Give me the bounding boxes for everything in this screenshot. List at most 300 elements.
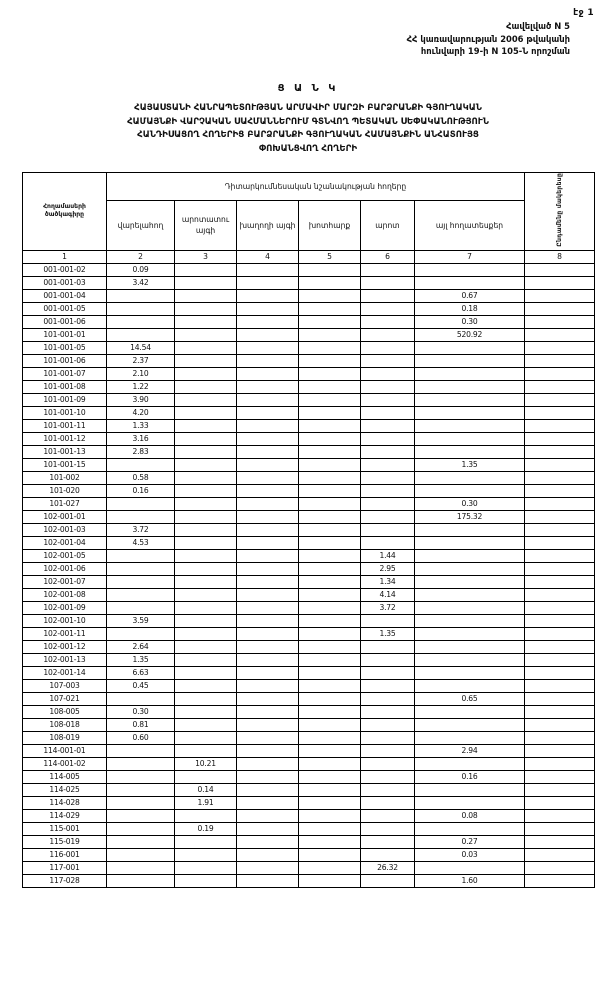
cell-pasture xyxy=(361,848,415,861)
cell-orchard xyxy=(175,848,237,861)
cell-code: 116-001 xyxy=(23,848,107,861)
cell-arable: 3.90 xyxy=(107,393,175,406)
cell-code: 101-001-08 xyxy=(23,380,107,393)
header-cell-total-label: Ընդամենը մակերեսը xyxy=(556,173,564,247)
cell-orchard xyxy=(175,484,237,497)
cell-pasture xyxy=(361,809,415,822)
cell-total xyxy=(525,874,595,887)
cell-hayfield xyxy=(299,614,361,627)
cell-orchard xyxy=(175,692,237,705)
table-row xyxy=(23,783,595,796)
header-num-6: 6 xyxy=(361,250,415,263)
table-row xyxy=(23,861,595,874)
cell-hayfield xyxy=(299,705,361,718)
cell-hayfield xyxy=(299,484,361,497)
cell-total xyxy=(525,614,595,627)
cell-hayfield xyxy=(299,445,361,458)
cell-arable xyxy=(107,757,175,770)
header-num-2: 2 xyxy=(107,250,175,263)
cell-code: 101-001-09 xyxy=(23,393,107,406)
cell-code: 001-001-04 xyxy=(23,289,107,302)
cell-other xyxy=(415,523,525,536)
cell-arable: 3.16 xyxy=(107,432,175,445)
cell-code: 101-001-13 xyxy=(23,445,107,458)
cell-vineyard xyxy=(237,380,299,393)
table-row xyxy=(23,445,595,458)
cell-vineyard xyxy=(237,315,299,328)
cell-total xyxy=(525,341,595,354)
cell-other xyxy=(415,432,525,445)
cell-pasture xyxy=(361,471,415,484)
cell-total xyxy=(525,848,595,861)
table-header-numbering-row xyxy=(23,250,595,263)
cell-arable xyxy=(107,289,175,302)
cell-pasture xyxy=(361,783,415,796)
cell-vineyard xyxy=(237,822,299,835)
cell-hayfield xyxy=(299,861,361,874)
cell-code: 114-001-02 xyxy=(23,757,107,770)
cell-other: 175.32 xyxy=(415,510,525,523)
cell-total xyxy=(525,523,595,536)
cell-other xyxy=(415,393,525,406)
cell-other: 0.08 xyxy=(415,809,525,822)
cell-other xyxy=(415,536,525,549)
cell-code: 102-001-11 xyxy=(23,627,107,640)
document-title xyxy=(22,82,594,157)
cell-code: 114-005 xyxy=(23,770,107,783)
cell-hayfield xyxy=(299,692,361,705)
cell-total xyxy=(525,419,595,432)
cell-other xyxy=(415,640,525,653)
cell-total xyxy=(525,393,595,406)
cell-vineyard xyxy=(237,718,299,731)
header-num-3: 3 xyxy=(175,250,237,263)
cell-vineyard xyxy=(237,523,299,536)
cell-code: 117-028 xyxy=(23,874,107,887)
cell-hayfield xyxy=(299,809,361,822)
cell-vineyard xyxy=(237,289,299,302)
cell-arable xyxy=(107,315,175,328)
cell-other xyxy=(415,276,525,289)
cell-orchard xyxy=(175,341,237,354)
cell-orchard xyxy=(175,263,237,276)
cell-total xyxy=(525,315,595,328)
cell-hayfield xyxy=(299,588,361,601)
cell-vineyard xyxy=(237,783,299,796)
cell-code: 102-001-03 xyxy=(23,523,107,536)
cell-total xyxy=(525,562,595,575)
header-line-3: հունվարի 19-ի N 105-Ն որոշման xyxy=(420,46,570,56)
cell-pasture: 3.72 xyxy=(361,601,415,614)
cell-vineyard xyxy=(237,874,299,887)
cell-orchard xyxy=(175,614,237,627)
cell-code: 115-001 xyxy=(23,822,107,835)
cell-pasture: 1.35 xyxy=(361,627,415,640)
cell-pasture xyxy=(361,445,415,458)
cell-code: 101-001-11 xyxy=(23,419,107,432)
cell-hayfield xyxy=(299,341,361,354)
cell-total xyxy=(525,380,595,393)
cell-code: 114-029 xyxy=(23,809,107,822)
cell-total xyxy=(525,601,595,614)
cell-orchard xyxy=(175,861,237,874)
cell-arable: 0.81 xyxy=(107,718,175,731)
cell-vineyard xyxy=(237,354,299,367)
cell-total xyxy=(525,679,595,692)
cell-arable xyxy=(107,744,175,757)
title-line-3: ՀԱՆԴԻՍԱՑՈՂ ՀՈՂԵՐԻՑ ԲԱՐՁՐԱՆՔԻ ԳՅՈՒՂԱԿԱՆ ՀԱՄԱՅՆՔԻՆ ԱՆՀԱՏՈՒՅՑ xyxy=(137,130,479,140)
table-row xyxy=(23,484,595,497)
cell-orchard xyxy=(175,627,237,640)
cell-orchard: 0.14 xyxy=(175,783,237,796)
cell-arable xyxy=(107,588,175,601)
cell-arable xyxy=(107,874,175,887)
cell-vineyard xyxy=(237,640,299,653)
cell-total xyxy=(525,549,595,562)
cell-arable: 0.30 xyxy=(107,705,175,718)
cell-arable xyxy=(107,783,175,796)
cell-total xyxy=(525,432,595,445)
cell-vineyard xyxy=(237,393,299,406)
table-row xyxy=(23,458,595,471)
cell-vineyard xyxy=(237,731,299,744)
cell-vineyard xyxy=(237,419,299,432)
cell-hayfield xyxy=(299,874,361,887)
cell-hayfield xyxy=(299,419,361,432)
table-row xyxy=(23,523,595,536)
cell-vineyard xyxy=(237,588,299,601)
cell-orchard: 0.19 xyxy=(175,822,237,835)
cell-arable xyxy=(107,575,175,588)
cell-orchard xyxy=(175,393,237,406)
cell-hayfield xyxy=(299,380,361,393)
cell-vineyard xyxy=(237,770,299,783)
cell-orchard xyxy=(175,653,237,666)
cell-pasture xyxy=(361,653,415,666)
cell-code: 102-001-14 xyxy=(23,666,107,679)
cell-other xyxy=(415,757,525,770)
cell-vineyard xyxy=(237,328,299,341)
land-parcels-table xyxy=(22,172,595,888)
cell-pasture xyxy=(361,458,415,471)
header-cell-code xyxy=(23,173,107,251)
cell-hayfield xyxy=(299,276,361,289)
cell-other: 2.94 xyxy=(415,744,525,757)
cell-arable xyxy=(107,770,175,783)
cell-arable: 0.16 xyxy=(107,484,175,497)
cell-vineyard xyxy=(237,302,299,315)
cell-code: 101-027 xyxy=(23,497,107,510)
header-num-7: 7 xyxy=(415,250,525,263)
cell-orchard xyxy=(175,328,237,341)
cell-orchard xyxy=(175,835,237,848)
cell-vineyard xyxy=(237,757,299,770)
cell-code: 102-001-09 xyxy=(23,601,107,614)
table-row xyxy=(23,497,595,510)
cell-pasture: 26.32 xyxy=(361,861,415,874)
cell-arable xyxy=(107,627,175,640)
cell-hayfield xyxy=(299,718,361,731)
cell-vineyard xyxy=(237,536,299,549)
cell-arable: 2.37 xyxy=(107,354,175,367)
cell-orchard xyxy=(175,562,237,575)
table-row xyxy=(23,588,595,601)
cell-vineyard xyxy=(237,367,299,380)
cell-total xyxy=(525,809,595,822)
cell-arable: 3.59 xyxy=(107,614,175,627)
cell-total xyxy=(525,757,595,770)
cell-total xyxy=(525,471,595,484)
cell-code: 102-001-08 xyxy=(23,588,107,601)
cell-pasture xyxy=(361,432,415,445)
cell-pasture xyxy=(361,614,415,627)
cell-arable: 1.22 xyxy=(107,380,175,393)
cell-pasture xyxy=(361,822,415,835)
header-cell-orchard: արոտատու այգի xyxy=(175,201,237,251)
cell-pasture xyxy=(361,744,415,757)
table-header-top-row xyxy=(23,173,595,201)
cell-hayfield xyxy=(299,549,361,562)
cell-hayfield xyxy=(299,497,361,510)
cell-orchard xyxy=(175,406,237,419)
cell-arable: 0.09 xyxy=(107,263,175,276)
cell-pasture xyxy=(361,536,415,549)
cell-vineyard xyxy=(237,445,299,458)
cell-code: 001-001-06 xyxy=(23,315,107,328)
header-cell-group: Դիտարկումնեսական նշանակության հողերը xyxy=(107,173,525,201)
cell-arable xyxy=(107,796,175,809)
cell-vineyard xyxy=(237,406,299,419)
cell-hayfield xyxy=(299,302,361,315)
cell-code: 108-019 xyxy=(23,731,107,744)
cell-hayfield xyxy=(299,770,361,783)
cell-other xyxy=(415,796,525,809)
cell-code: 102-001-07 xyxy=(23,575,107,588)
cell-arable xyxy=(107,848,175,861)
header-cell-code-label: Հողամասերի ծածկագիրը xyxy=(43,203,86,219)
header-cell-vineyard: խաղողի այգի xyxy=(237,201,299,251)
cell-code: 001-001-02 xyxy=(23,263,107,276)
cell-orchard xyxy=(175,549,237,562)
cell-code: 102-001-12 xyxy=(23,640,107,653)
cell-other: 0.03 xyxy=(415,848,525,861)
cell-other xyxy=(415,575,525,588)
cell-orchard xyxy=(175,705,237,718)
cell-orchard xyxy=(175,302,237,315)
cell-total xyxy=(525,445,595,458)
cell-pasture: 1.34 xyxy=(361,575,415,588)
cell-code: 114-028 xyxy=(23,796,107,809)
cell-orchard xyxy=(175,315,237,328)
cell-hayfield xyxy=(299,666,361,679)
cell-orchard xyxy=(175,419,237,432)
cell-orchard xyxy=(175,497,237,510)
cell-hayfield xyxy=(299,432,361,445)
cell-arable: 6.63 xyxy=(107,666,175,679)
cell-hayfield xyxy=(299,796,361,809)
cell-orchard xyxy=(175,276,237,289)
table-row xyxy=(23,536,595,549)
cell-other: 520.92 xyxy=(415,328,525,341)
table-row xyxy=(23,822,595,835)
cell-pasture xyxy=(361,406,415,419)
table-body xyxy=(23,263,595,887)
cell-pasture xyxy=(361,510,415,523)
table-row xyxy=(23,328,595,341)
cell-vineyard xyxy=(237,484,299,497)
cell-code: 102-001-10 xyxy=(23,614,107,627)
cell-orchard xyxy=(175,679,237,692)
cell-code: 117-001 xyxy=(23,861,107,874)
cell-orchard xyxy=(175,510,237,523)
cell-pasture xyxy=(361,666,415,679)
cell-pasture xyxy=(361,757,415,770)
cell-vineyard xyxy=(237,796,299,809)
cell-vineyard xyxy=(237,692,299,705)
cell-code: 102-001-01 xyxy=(23,510,107,523)
cell-arable: 1.33 xyxy=(107,419,175,432)
cell-hayfield xyxy=(299,835,361,848)
cell-total xyxy=(525,705,595,718)
cell-pasture xyxy=(361,276,415,289)
cell-hayfield xyxy=(299,848,361,861)
cell-hayfield xyxy=(299,328,361,341)
table-row xyxy=(23,354,595,367)
cell-arable xyxy=(107,497,175,510)
cell-arable xyxy=(107,510,175,523)
cell-hayfield xyxy=(299,354,361,367)
cell-orchard xyxy=(175,731,237,744)
cell-hayfield xyxy=(299,406,361,419)
table-row xyxy=(23,276,595,289)
cell-orchard xyxy=(175,354,237,367)
cell-pasture xyxy=(361,731,415,744)
cell-code: 114-025 xyxy=(23,783,107,796)
cell-vineyard xyxy=(237,614,299,627)
table-row xyxy=(23,406,595,419)
cell-orchard xyxy=(175,666,237,679)
cell-total xyxy=(525,588,595,601)
cell-code: 001-001-03 xyxy=(23,276,107,289)
cell-total xyxy=(525,796,595,809)
cell-other xyxy=(415,471,525,484)
cell-arable: 0.58 xyxy=(107,471,175,484)
table-row xyxy=(23,627,595,640)
cell-vineyard xyxy=(237,705,299,718)
cell-pasture xyxy=(361,705,415,718)
cell-code: 114-001-01 xyxy=(23,744,107,757)
cell-orchard: 1.91 xyxy=(175,796,237,809)
table-row xyxy=(23,835,595,848)
table-row xyxy=(23,315,595,328)
cell-pasture xyxy=(361,484,415,497)
cell-hayfield xyxy=(299,536,361,549)
cell-hayfield xyxy=(299,822,361,835)
cell-hayfield xyxy=(299,757,361,770)
cell-pasture xyxy=(361,380,415,393)
cell-hayfield xyxy=(299,289,361,302)
cell-other xyxy=(415,627,525,640)
cell-pasture xyxy=(361,679,415,692)
header-num-1: 1 xyxy=(23,250,107,263)
cell-pasture xyxy=(361,367,415,380)
table-row xyxy=(23,666,595,679)
table-row xyxy=(23,744,595,757)
table-row xyxy=(23,692,595,705)
cell-total xyxy=(525,744,595,757)
cell-arable: 4.20 xyxy=(107,406,175,419)
cell-orchard xyxy=(175,575,237,588)
cell-code: 102-001-13 xyxy=(23,653,107,666)
title-line-4: ՓՈԽԱՆՑՎՈՂ ՀՈՂԵՐԻ xyxy=(258,143,358,154)
cell-arable xyxy=(107,549,175,562)
cell-pasture xyxy=(361,328,415,341)
table-row xyxy=(23,380,595,393)
cell-code: 107-003 xyxy=(23,679,107,692)
cell-total xyxy=(525,835,595,848)
cell-pasture xyxy=(361,341,415,354)
cell-code: 101-001-05 xyxy=(23,341,107,354)
cell-code: 101-001-06 xyxy=(23,354,107,367)
cell-pasture xyxy=(361,419,415,432)
cell-other xyxy=(415,666,525,679)
table-row xyxy=(23,848,595,861)
document-header xyxy=(22,20,594,58)
cell-pasture xyxy=(361,302,415,315)
cell-arable xyxy=(107,692,175,705)
cell-total xyxy=(525,484,595,497)
table-row xyxy=(23,601,595,614)
cell-orchard xyxy=(175,432,237,445)
cell-total xyxy=(525,406,595,419)
cell-vineyard xyxy=(237,861,299,874)
cell-total xyxy=(525,575,595,588)
table-header-sub-row xyxy=(23,201,595,251)
cell-code: 101-020 xyxy=(23,484,107,497)
cell-code: 115-019 xyxy=(23,835,107,848)
cell-vineyard xyxy=(237,848,299,861)
cell-other: 0.18 xyxy=(415,302,525,315)
cell-total xyxy=(525,718,595,731)
table-row xyxy=(23,640,595,653)
cell-total xyxy=(525,302,595,315)
table-row xyxy=(23,796,595,809)
cell-code: 102-001-05 xyxy=(23,549,107,562)
cell-total xyxy=(525,666,595,679)
cell-orchard xyxy=(175,471,237,484)
cell-hayfield xyxy=(299,458,361,471)
cell-orchard xyxy=(175,601,237,614)
cell-vineyard xyxy=(237,653,299,666)
cell-other xyxy=(415,419,525,432)
header-num-8: 8 xyxy=(525,250,595,263)
cell-arable xyxy=(107,562,175,575)
cell-orchard xyxy=(175,536,237,549)
cell-other: 0.27 xyxy=(415,835,525,848)
cell-vineyard xyxy=(237,601,299,614)
cell-arable xyxy=(107,861,175,874)
table-row xyxy=(23,549,595,562)
table-row xyxy=(23,757,595,770)
cell-pasture xyxy=(361,354,415,367)
cell-vineyard xyxy=(237,679,299,692)
cell-total xyxy=(525,263,595,276)
table-row xyxy=(23,809,595,822)
header-cell-total xyxy=(525,173,595,251)
cell-other: 0.30 xyxy=(415,315,525,328)
cell-orchard xyxy=(175,744,237,757)
cell-vineyard xyxy=(237,432,299,445)
